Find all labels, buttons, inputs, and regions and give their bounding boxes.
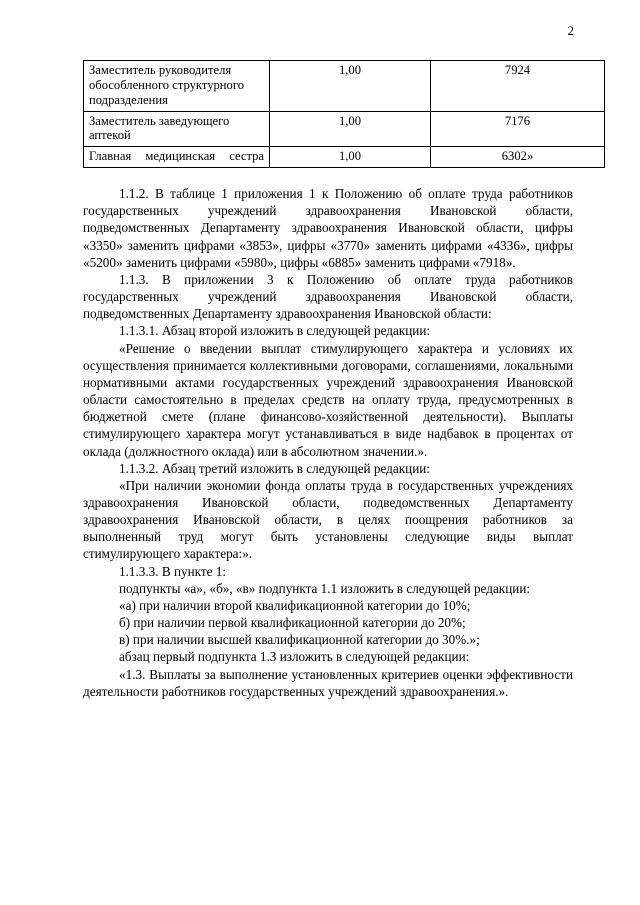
paragraph: 1.1.3.3. В пункте 1:	[119, 563, 227, 579]
table-cell-rate: 1,00	[270, 111, 431, 147]
table-cell-post: Главная медицинская сестра	[84, 147, 270, 168]
table-row	[84, 111, 605, 147]
page-number: 2	[567, 23, 574, 38]
paragraph: подпункты «а», «б», «в» подпункта 1.1 изложить в следующей редакции:	[119, 580, 531, 596]
paragraph: «Решение о введении выплат стимулирующего характера и условиях их осуществления принимается коллективными договорами, соглашениями, локальными нормативными актами государственных учреждений здравоохранения Ивановской области самостоятельно в пределах средств на оплату труда, предусмотренных в бюджетной смете (плане финансово-хозяйственной деятельности). Выплаты стимулирующего характера могут устанавливаться в виде надбавок в процентах от оклада (должностного оклада) или в абсолютном значении.».	[83, 340, 573, 459]
table-cell-rate: 1,00	[270, 147, 431, 168]
paragraph: в) при наличии высшей квалификационной категории до 30%.»;	[119, 632, 480, 648]
paragraph: «При наличии экономии фонда оплаты труда в государственных учреждениях здравоохранения Ивановской области, подведомственных Департаменту здравоохранения Ивановской области, в целях поощрения работников за выполненный труд могут быть установлены следующие виды выплат стимулирующего характера:».	[83, 477, 573, 562]
paragraph: 1.1.3.1. Абзац второй изложить в следующей редакции:	[119, 323, 431, 339]
table-cell-post: Заместитель заведующего аптекой	[84, 111, 270, 147]
table-row	[84, 147, 605, 168]
document-body	[83, 60, 573, 700]
paragraph: абзац первый подпункта 1.3 изложить в следующей редакции:	[119, 649, 470, 665]
table-cell-sum: 7176	[431, 111, 605, 147]
paragraph: 1.1.3. В приложении 3 к Положению об оплате труда работников государственных учреждений здравоохранения Ивановской области, подведомственных Департаменту здравоохранения Ивановской области:	[83, 271, 573, 322]
paragraph: 1.1.3.2. Абзац третий изложить в следующей редакции:	[119, 460, 430, 476]
paragraph: б) при наличии первой квалификационной категории до 20%;	[119, 615, 466, 631]
table-row	[84, 61, 605, 112]
paragraph: «1.3. Выплаты за выполнение установленных критериев оценки эффективности деятельности работников государственных учреждений здравоохранения.».	[83, 666, 573, 699]
paragraph: «а) при наличии второй квалификационной категории до 10%;	[119, 597, 471, 613]
table-cell-post: Заместитель руководителя обособленного структурного подразделения	[84, 61, 270, 112]
table-cell-rate: 1,00	[270, 61, 431, 112]
paragraph: 1.1.2. В таблице 1 приложения 1 к Положению об оплате труда работников государственных учреждений здравоохранения Ивановской области, подведомственных Департаменту здравоохранения Ивановской области, цифры «3350» заменить цифрами «3853», цифры «3770» заменить цифрами «4336», цифры «5200» заменить цифрами «5980», цифры «6885» заменить цифрами «7918».	[83, 186, 573, 270]
table-cell-sum: 7924	[431, 61, 605, 112]
table-cell-sum: 6302»	[431, 147, 605, 168]
body-paragraphs	[83, 185, 573, 700]
salary-table	[83, 60, 605, 168]
